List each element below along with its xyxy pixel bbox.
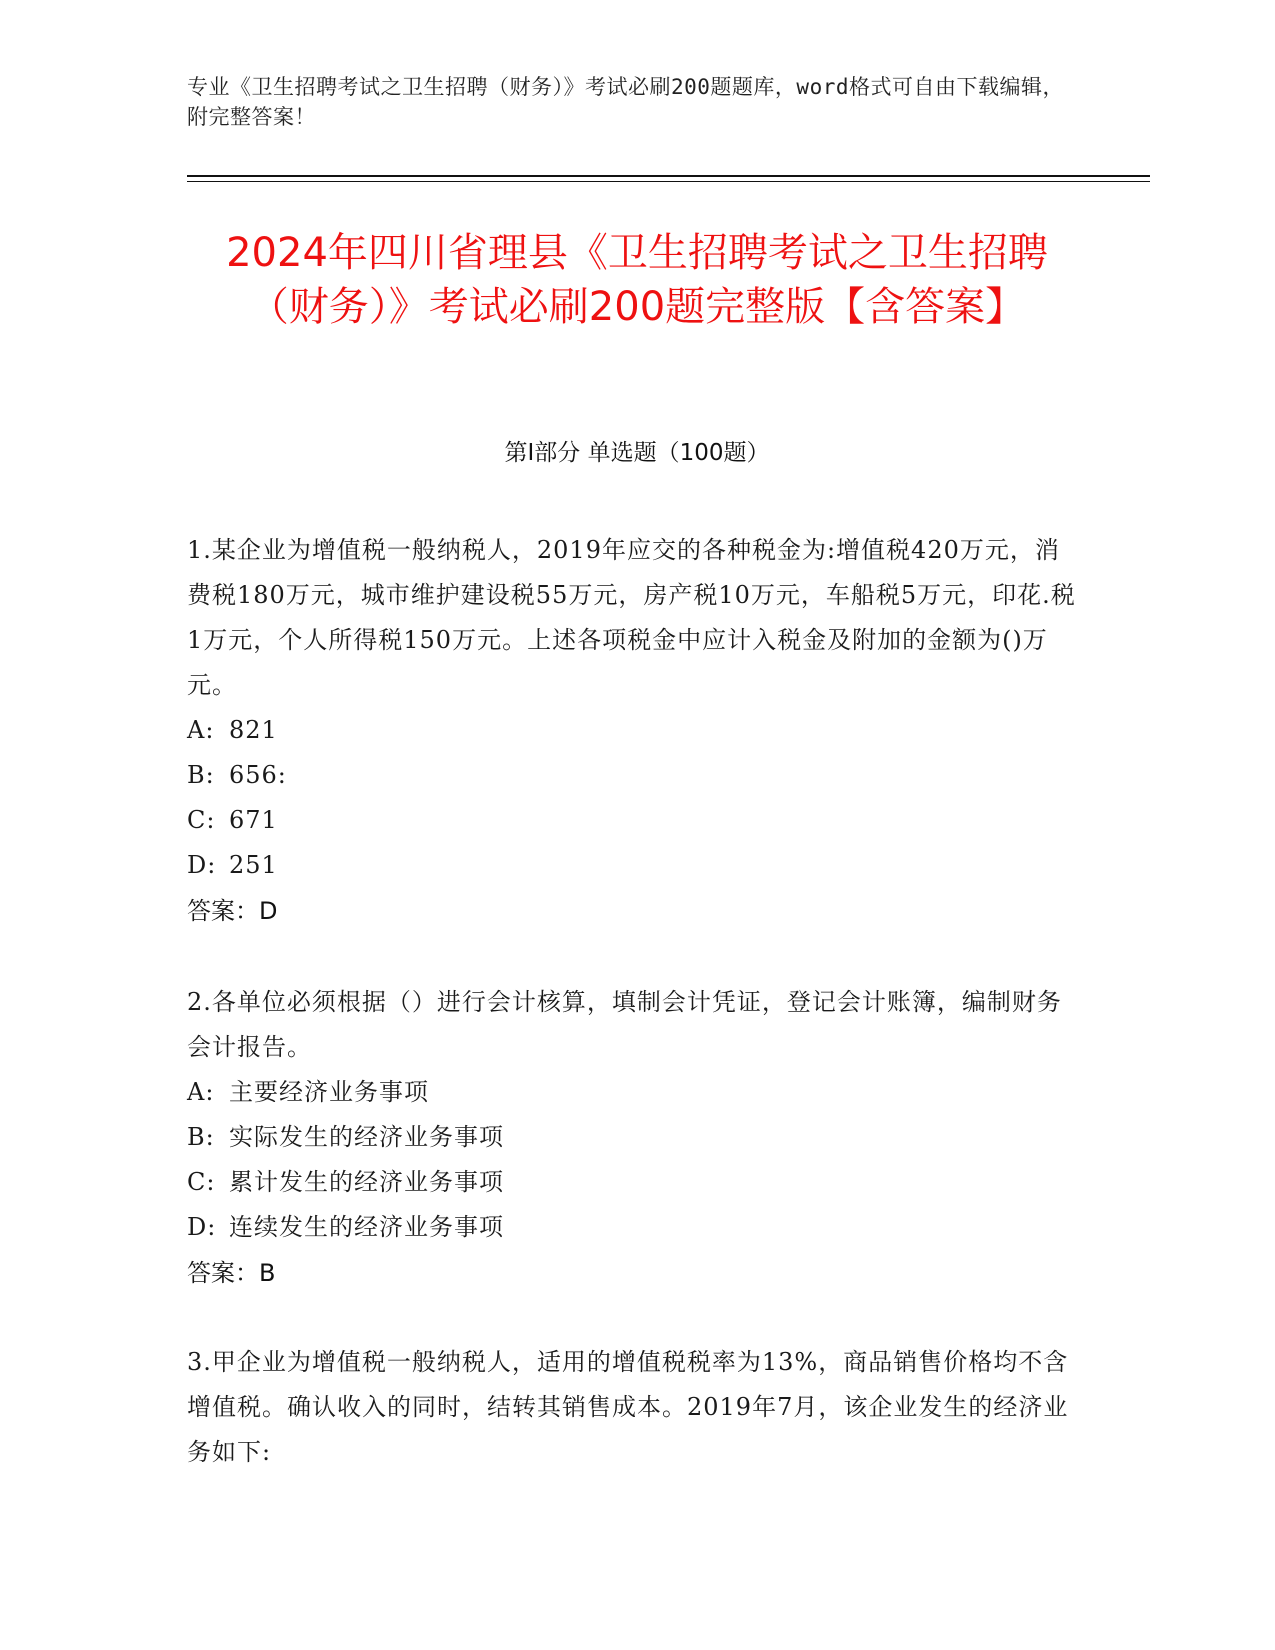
option-letter: B:: [187, 761, 215, 789]
header-divider-thick: [187, 175, 1150, 177]
option-list: [187, 708, 1077, 888]
option-c: [187, 798, 1077, 843]
option-b: [187, 753, 1077, 798]
option-c: [187, 1160, 1077, 1205]
option-text: 累计发生的经济业务事项: [229, 1168, 504, 1196]
option-text: 821: [229, 716, 278, 744]
option-letter: A:: [187, 716, 215, 744]
option-list: [187, 1070, 1077, 1250]
option-b: [187, 1115, 1077, 1160]
option-text: 实际发生的经济业务事项: [229, 1123, 504, 1151]
option-letter: C:: [187, 806, 216, 834]
question-2: [187, 980, 1077, 1296]
document-title: 2024年四川省理县《卫生招聘考试之卫生招聘（财务）》考试必刷200题完整版【含答案】: [226, 230, 1048, 330]
option-text: 671: [229, 806, 278, 834]
question-stem: 3.甲企业为增值税一般纳税人，适用的增值税税率为13%，商品销售价格均不含增值税。确认收入的同时，结转其销售成本。2019年7月，该企业发生的经济业务如下:: [187, 1348, 1069, 1466]
option-a: [187, 708, 1077, 753]
option-letter: B:: [187, 1123, 215, 1151]
question-1: [187, 528, 1077, 934]
option-d: [187, 1205, 1077, 1250]
header-divider-thin: [187, 181, 1150, 182]
option-text: 主要经济业务事项: [229, 1078, 429, 1106]
header-note: 专业《卫生招聘考试之卫生招聘（财务）》考试必刷200题题库，word格式可自由下载编辑，附完整答案！: [187, 75, 1064, 129]
option-text: 251: [229, 851, 278, 879]
option-text: 656:: [229, 761, 287, 789]
question-stem: 2.各单位必须根据（）进行会计核算，填制会计凭证，登记会计账簿，编制财务会计报告。: [187, 988, 1062, 1061]
question-3: [187, 1340, 1077, 1475]
option-letter: D:: [187, 1213, 217, 1241]
option-text: 连续发生的经济业务事项: [229, 1213, 504, 1241]
option-letter: A:: [187, 1078, 215, 1106]
question-stem: 1.某企业为增值税一般纳税人，2019年应交的各种税金为:增值税420万元，消费税180万元，城市维护建设税55万元，房产税10万元，车船税5万元，印花.税1万元，个人所得税150万元。上述各项税金中应计入税金及附加的金额为()万元。: [187, 536, 1076, 699]
option-letter: C:: [187, 1168, 216, 1196]
option-letter: D:: [187, 851, 217, 879]
option-a: [187, 1070, 1077, 1115]
section-heading: 第I部分 单选题（100题）: [504, 440, 770, 466]
answer-line: 答案：B: [187, 1259, 276, 1287]
option-d: [187, 843, 1077, 888]
answer-line: 答案：D: [187, 897, 278, 925]
